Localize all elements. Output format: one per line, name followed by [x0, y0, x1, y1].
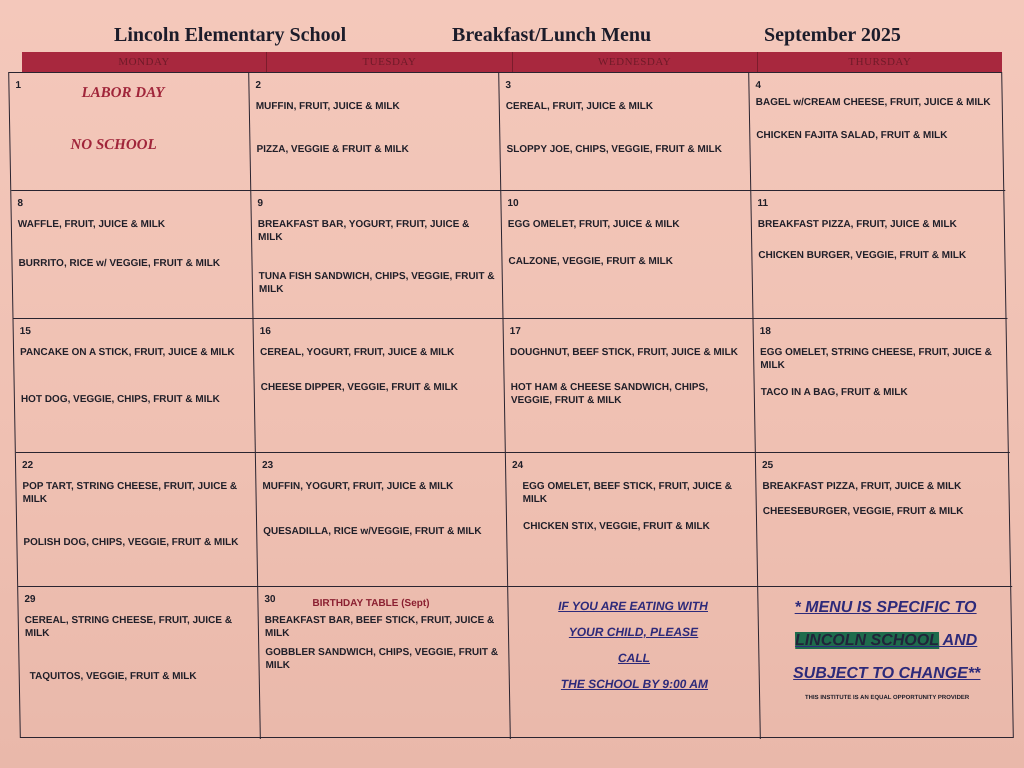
equal-opportunity-statement: THIS INSTITUTE IS AN EQUAL OPPORTUNITY PROVIDER [804, 695, 970, 701]
date-label: 9 [257, 198, 264, 209]
lunch-item: CHEESE DIPPER, VEGGIE, FRUIT & MILK [260, 382, 459, 393]
lunch-item: QUESADILLA, RICE w/VEGGIE, FRUIT & MILK [263, 526, 482, 537]
breakfast-item: EGG OMELET, FRUIT, JUICE & MILK [507, 219, 680, 230]
breakfast-item: BREAKFAST PIZZA, FRUIT, JUICE & MILK [757, 219, 957, 230]
lunch-item: POLISH DOG, CHIPS, VEGGIE, FRUIT & MILK [23, 537, 239, 548]
day-cell-1 [9, 73, 251, 191]
breakfast-item: CEREAL, STRING CHEESE, FRUIT, JUICE & MILK [24, 615, 233, 639]
weekday-header-row [22, 52, 1002, 72]
date-label: 8 [17, 198, 24, 209]
breakfast-item: BREAKFAST PIZZA, FRUIT, JUICE & MILK [762, 481, 962, 492]
day-cell-3 [499, 73, 751, 191]
lunch-item: HOT DOG, VEGGIE, CHIPS, FRUIT & MILK [20, 394, 220, 405]
notice-line-2: YOUR CHILD, PLEASE [568, 625, 699, 639]
date-label: 11 [757, 198, 769, 209]
breakfast-item: MUFFIN, YOGURT, FRUIT, JUICE & MILK [262, 481, 454, 492]
breakfast-item: POP TART, STRING CHEESE, FRUIT, JUICE & MILK [22, 481, 238, 505]
lunch-item: CHICKEN STIX, VEGGIE, FRUIT & MILK [523, 521, 710, 532]
breakfast-item: CEREAL, YOGURT, FRUIT, JUICE & MILK [259, 347, 455, 358]
lunch-item: TAQUITOS, VEGGIE, FRUIT & MILK [29, 671, 197, 682]
disclaimer-line-3: SUBJECT TO CHANGE** [792, 665, 981, 682]
breakfast-item: BREAKFAST BAR, BEEF STICK, FRUIT, JUICE & MILK [264, 615, 495, 639]
day-cell-16 [253, 319, 505, 453]
breakfast-item: BREAKFAST BAR, YOGURT, FRUIT, JUICE & MILK [257, 219, 470, 243]
day-cell-11 [751, 191, 1007, 319]
date-label: 29 [24, 594, 36, 605]
day-cell-17 [503, 319, 755, 453]
lunch-item: TACO IN A BAG, FRUIT & MILK [760, 387, 908, 398]
date-label: 15 [19, 326, 31, 337]
eating-with-child-notice [508, 587, 761, 739]
lunch-item: GOBBLER SANDWICH, CHIPS, VEGGIE, FRUIT & MILK [265, 647, 499, 671]
date-label: 18 [759, 326, 771, 337]
lunch-item: CHEESEBURGER, VEGGIE, FRUIT & MILK [762, 506, 964, 517]
day-cell-2 [249, 73, 501, 191]
breakfast-item: EGG OMELET, STRING CHEESE, FRUIT, JUICE & MILK [759, 347, 992, 371]
lunch-item: PIZZA, VEGGIE & FRUIT & MILK [256, 144, 409, 155]
breakfast-item: DOUGHNUT, BEEF STICK, FRUIT, JUICE & MILK [509, 347, 738, 358]
breakfast-item: WAFFLE, FRUIT, JUICE & MILK [17, 219, 166, 230]
day-cell-22 [16, 453, 258, 587]
date-label: 23 [261, 460, 274, 471]
menu-header [0, 20, 1024, 52]
day-cell-30 [258, 587, 511, 739]
day-cell-23 [256, 453, 508, 587]
lunch-item: CHICKEN FAJITA SALAD, FRUIT & MILK [756, 130, 948, 141]
menu-title: Breakfast/Lunch Menu [452, 24, 652, 46]
notice-line-1: IF YOU ARE EATING WITH [557, 599, 709, 613]
menu-calendar-grid [8, 72, 1014, 738]
date-label: 1 [15, 80, 22, 91]
day-cell-10 [501, 191, 753, 319]
date-label: 4 [755, 80, 762, 91]
date-label: 30 [264, 594, 276, 605]
breakfast-item: MUFFIN, FRUIT, JUICE & MILK [255, 101, 400, 112]
notice-line-3: CALL [617, 651, 651, 665]
notice-line-4: THE SCHOOL BY 9:00 AM [560, 677, 709, 691]
day-cell-8 [11, 191, 253, 319]
lunch-item: TUNA FISH SANDWICH, CHIPS, VEGGIE, FRUIT & MILK [258, 271, 495, 295]
day-cell-25 [756, 453, 1012, 587]
day-cell-15 [13, 319, 255, 453]
date-label: 22 [21, 460, 34, 471]
day-cell-24 [506, 453, 758, 587]
school-name: Lincoln Elementary School [114, 24, 347, 46]
breakfast-item: PANCAKE ON A STICK, FRUIT, JUICE & MILK [19, 347, 235, 358]
date-label: 10 [507, 198, 519, 209]
date-label: 3 [505, 80, 512, 91]
date-label: 25 [761, 460, 774, 471]
menu-disclaimer [758, 587, 1015, 739]
disclaimer-line-2-rest: AND [938, 632, 978, 649]
birthday-table-note: BIRTHDAY TABLE (Sept) [312, 598, 430, 609]
school-name-highlight: LINCOLN SCHOOL [794, 632, 939, 649]
day-header-tuesday: TUESDAY [267, 52, 512, 72]
date-label: 24 [511, 460, 524, 471]
day-header-monday: MONDAY [22, 52, 267, 72]
lunch-item: CALZONE, VEGGIE, FRUIT & MILK [508, 256, 674, 267]
day-cell-9 [251, 191, 503, 319]
lunch-item: SLOPPY JOE, CHIPS, VEGGIE, FRUIT & MILK [506, 144, 723, 155]
date-label: 17 [509, 326, 521, 337]
lunch-item: BURRITO, RICE w/ VEGGIE, FRUIT & MILK [18, 258, 221, 269]
date-label: 2 [255, 80, 262, 91]
breakfast-item: EGG OMELET, BEEF STICK, FRUIT, JUICE & MILK [522, 481, 732, 505]
date-label: 16 [259, 326, 271, 337]
disclaimer-line-2 [765, 624, 1008, 657]
day-cell-29 [18, 587, 261, 739]
day-header-thursday: THURSDAY [848, 56, 912, 68]
day-header-wednesday: WEDNESDAY [513, 52, 758, 72]
lunch-item: CHICKEN BURGER, VEGGIE, FRUIT & MILK [758, 250, 967, 261]
day-cell-18 [753, 319, 1009, 453]
holiday-note: NO SCHOOL [70, 137, 157, 153]
day-cell-4 [749, 73, 1005, 191]
menu-month: September 2025 [764, 24, 901, 46]
lunch-item: HOT HAM & CHEESE SANDWICH, CHIPS, VEGGIE, FRUIT & MILK [510, 382, 709, 406]
disclaimer-line-1: * MENU IS SPECIFIC TO [794, 599, 977, 616]
breakfast-item: CEREAL, FRUIT, JUICE & MILK [505, 101, 654, 112]
breakfast-item: BAGEL w/CREAM CHEESE, FRUIT, JUICE & MILK [755, 97, 991, 108]
holiday-title: LABOR DAY [81, 85, 165, 101]
